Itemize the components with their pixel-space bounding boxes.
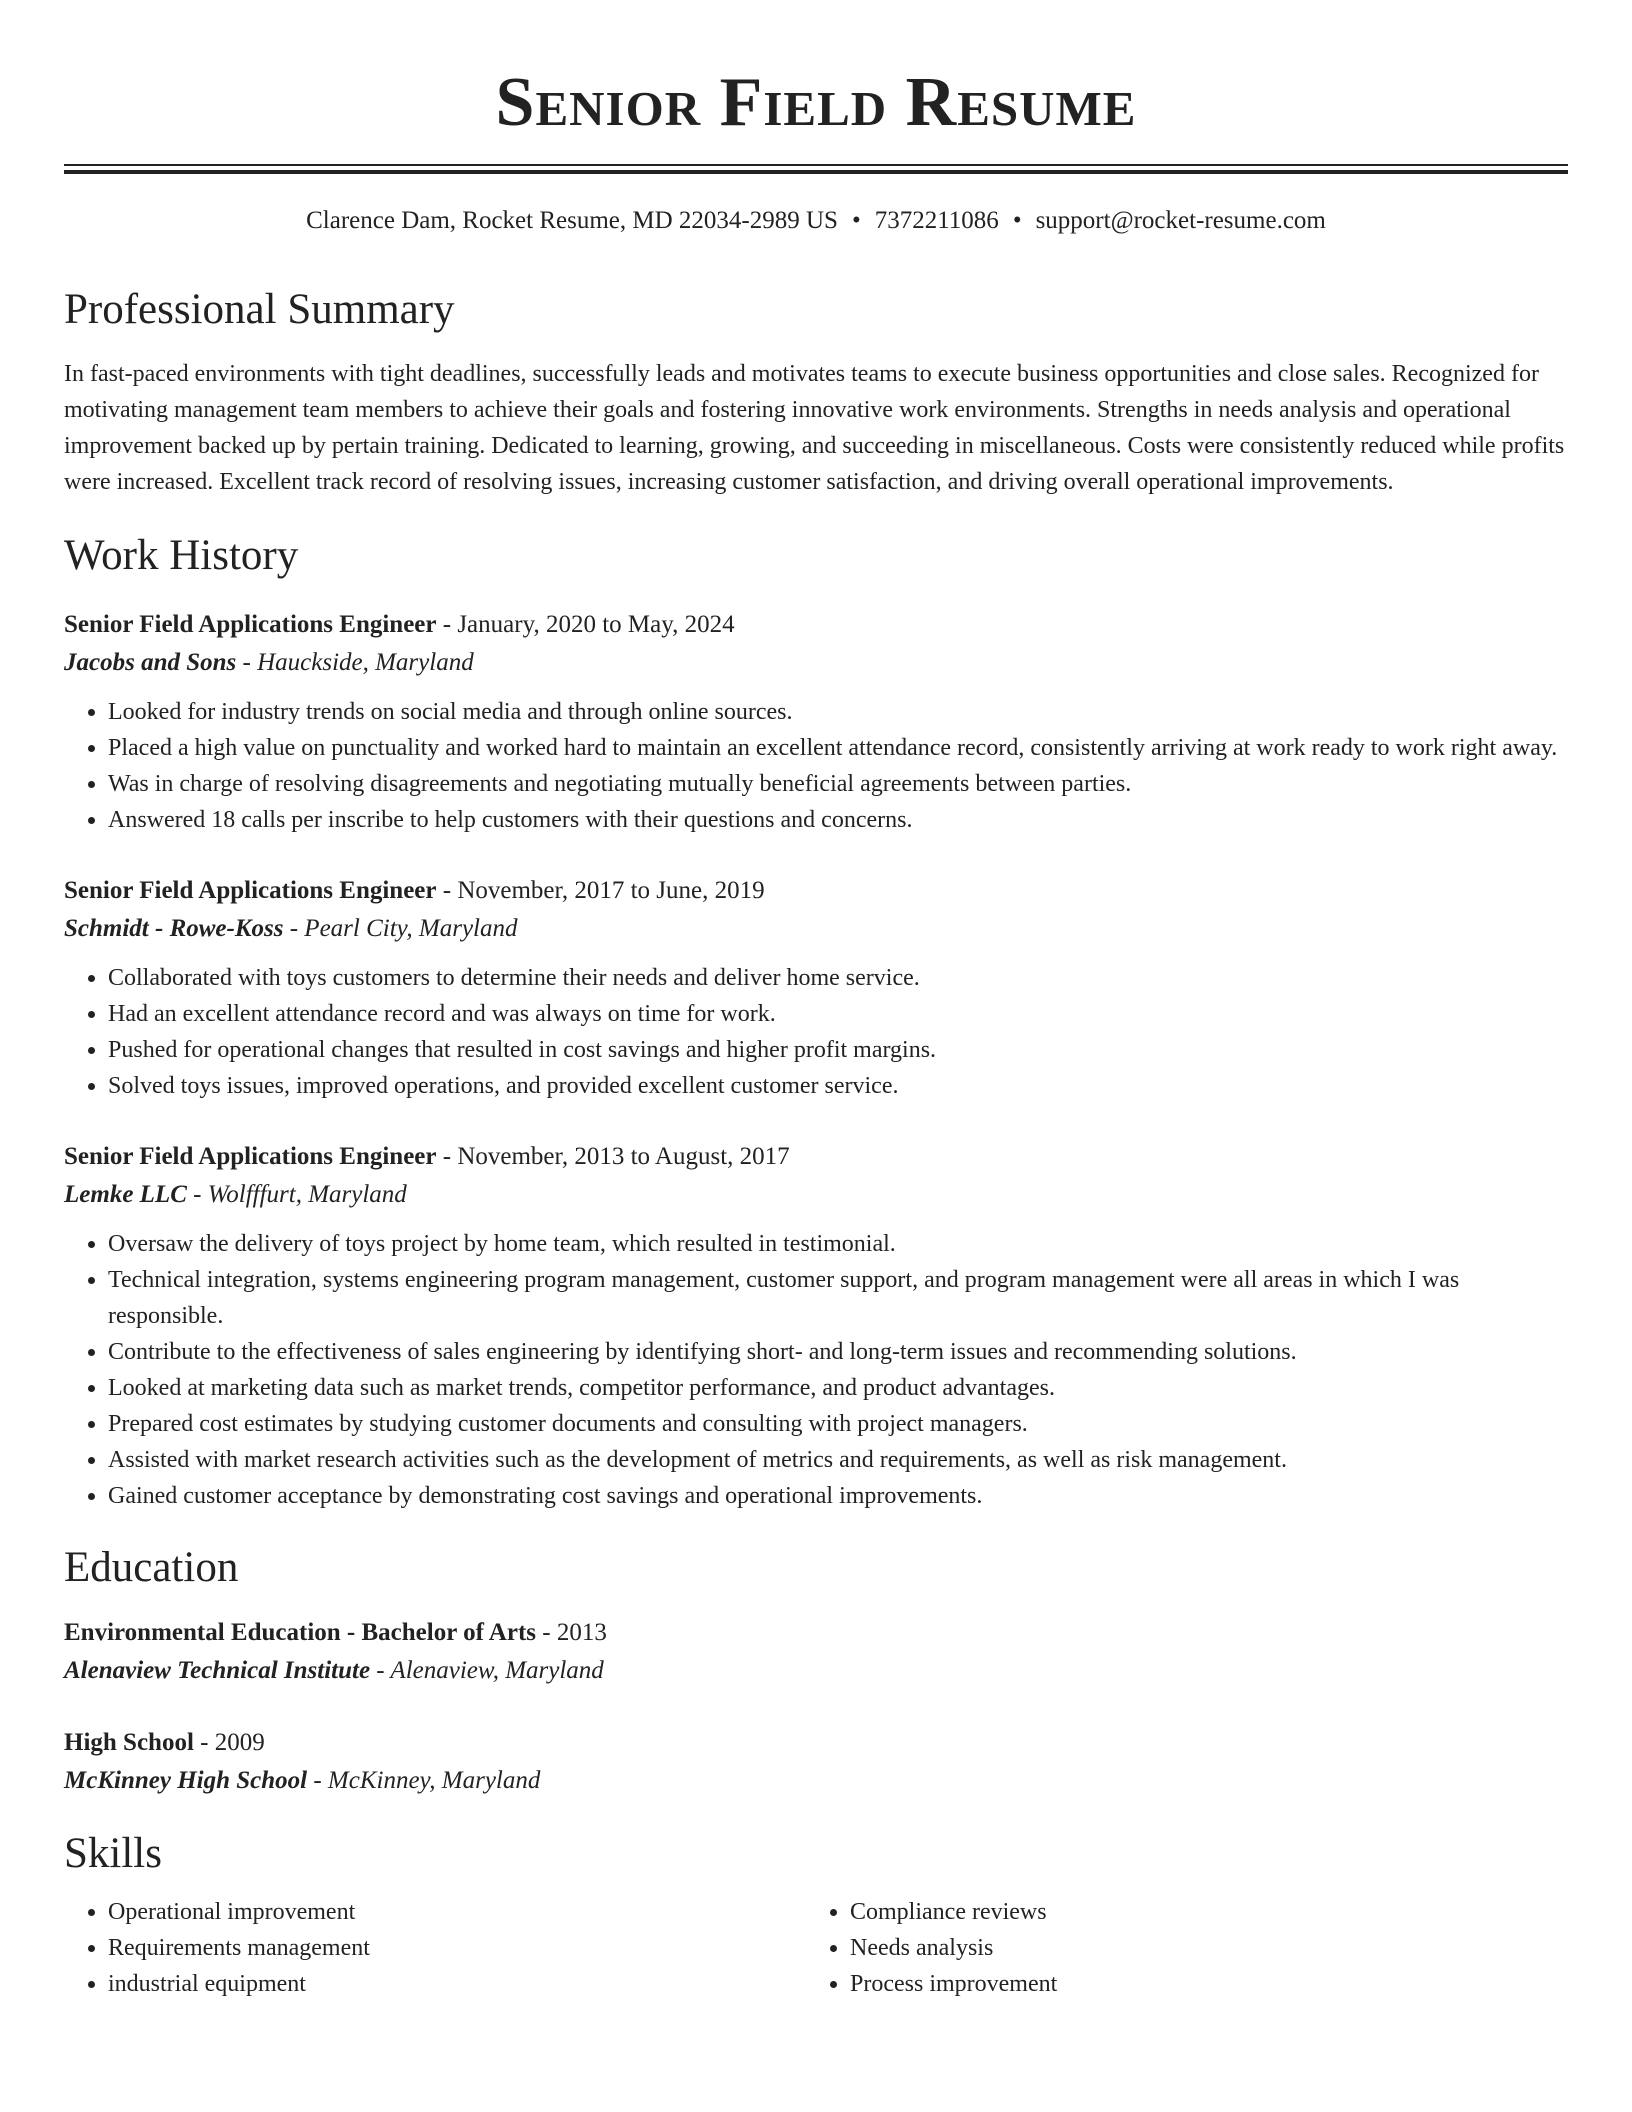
job-title-line	[64, 606, 1568, 644]
job-duty: • Oversaw the delivery of toys project by home team, which resulted in testimonial.	[108, 1226, 1568, 1262]
job-dates: - November, 2013 to August, 2017	[442, 1143, 790, 1170]
job-employer-line	[64, 644, 1568, 682]
job-title: Senior Field Applications Engineer	[64, 1143, 437, 1170]
skill-item: • Needs analysis	[850, 1930, 1548, 1966]
skill-item: • Operational improvement	[108, 1894, 806, 1930]
skill-item: • Requirements management	[108, 1930, 806, 1966]
job-duty: • Looked at marketing data such as market trends, competitor performance, and product advantages.	[108, 1370, 1568, 1406]
skill-item: • Process improvement	[850, 1966, 1548, 2002]
job-duty: • Collaborated with toys customers to determine their needs and deliver home service.	[108, 960, 1568, 996]
job-duty: • Prepared cost estimates by studying customer documents and consulting with project managers.	[108, 1406, 1568, 1442]
job-employer-line	[64, 910, 1568, 948]
school-location: - Alenaview, Maryland	[376, 1657, 604, 1684]
contact-separator: •	[1012, 207, 1022, 234]
job-company: Lemke LLC	[64, 1181, 187, 1208]
job-company: Schmidt - Rowe-Koss	[64, 915, 284, 942]
job-duty: • Was in charge of resolving disagreements and negotiating mutually beneficial agreements between parties.	[108, 766, 1568, 802]
job-location: - Hauckside, Maryland	[242, 649, 474, 676]
job-duty: • Answered 18 calls per inscribe to help customers with their questions and concerns.	[108, 802, 1568, 838]
job-duties-list	[64, 694, 1568, 838]
skills-columns	[64, 1894, 1568, 2002]
contact-separator: •	[851, 207, 861, 234]
resume-title: Senior Field Resume	[495, 64, 1137, 141]
school-line	[64, 1762, 1568, 1800]
degree-name: Environmental Education - Bachelor of Arts	[64, 1619, 537, 1646]
job-title: Senior Field Applications Engineer	[64, 877, 437, 904]
job-duty: • Technical integration, systems engineering program management, customer support, and program management were all areas in which I was responsible.	[108, 1262, 1568, 1334]
job-title-line	[64, 1138, 1568, 1176]
job-duty: • Placed a high value on punctuality and worked hard to maintain an excellent attendance record, consistently arriving at work ready to work right away.	[108, 730, 1568, 766]
job-duties-list	[64, 1226, 1568, 1514]
job-dates: - January, 2020 to May, 2024	[442, 611, 735, 638]
contact-email: support@rocket-resume.com	[1035, 207, 1326, 234]
skill-item: • Compliance reviews	[850, 1894, 1548, 1930]
job-entry	[64, 1138, 1568, 1514]
job-entry	[64, 606, 1568, 838]
job-duty: • Gained customer acceptance by demonstrating cost savings and operational improvements.	[108, 1478, 1568, 1514]
title-divider	[64, 164, 1568, 174]
contact-phone: 7372211086	[874, 207, 999, 234]
job-employer-line	[64, 1176, 1568, 1214]
skills-list-right	[806, 1894, 1548, 2002]
contact-address: Clarence Dam, Rocket Resume, MD 22034-2989 US	[306, 207, 838, 234]
summary-heading: Professional Summary	[64, 286, 455, 333]
graduation-year: - 2013	[542, 1619, 607, 1646]
job-duty: • Had an excellent attendance record and was always on time for work.	[108, 996, 1568, 1032]
school-name: Alenaview Technical Institute	[64, 1657, 371, 1684]
job-duties-list	[64, 960, 1568, 1104]
school-line	[64, 1652, 1568, 1690]
job-duty: • Contribute to the effectiveness of sales engineering by identifying short- and long-term issues and recommending solutions.	[108, 1334, 1568, 1370]
school-location: - McKinney, Maryland	[313, 1767, 541, 1794]
summary-text: In fast-paced environments with tight deadlines, successfully leads and motivates teams to execute business opportunities and close sales. Recognized for motivating management team members to achieve their goals and fostering innovative work environments. Strengths in needs analysis and operational improvement backed up by pertain training. Dedicated to learning, growing, and succeeding in miscellaneous. Costs were consistently reduced while profits were increased. Excellent track record of resolving issues, increasing customer satisfaction, and driving overall operational improvements.	[64, 361, 1565, 495]
skills-list-left	[64, 1894, 806, 2002]
job-duty: • Assisted with market research activities such as the development of metrics and requirements, as well as risk management.	[108, 1442, 1568, 1478]
job-duty: • Looked for industry trends on social media and through online sources.	[108, 694, 1568, 730]
education-entry	[64, 1724, 1568, 1800]
job-entry	[64, 872, 1568, 1104]
job-duty: • Pushed for operational changes that resulted in cost savings and higher profit margins.	[108, 1032, 1568, 1068]
skills-heading: Skills	[64, 1830, 162, 1877]
education-entry	[64, 1614, 1568, 1690]
job-location: - Wolfffurt, Maryland	[193, 1181, 407, 1208]
graduation-year: - 2009	[200, 1729, 265, 1756]
education-heading: Education	[64, 1544, 239, 1591]
job-duty: • Solved toys issues, improved operations, and provided excellent customer service.	[108, 1068, 1568, 1104]
job-dates: - November, 2017 to June, 2019	[442, 877, 765, 904]
school-name: McKinney High School	[64, 1767, 308, 1794]
job-title: Senior Field Applications Engineer	[64, 611, 437, 638]
work-history-heading: Work History	[64, 532, 299, 579]
degree-line	[64, 1614, 1568, 1652]
degree-name: High School	[64, 1729, 194, 1756]
job-title-line	[64, 872, 1568, 910]
skill-item: • industrial equipment	[108, 1966, 806, 2002]
degree-line	[64, 1724, 1568, 1762]
job-location: - Pearl City, Maryland	[289, 915, 518, 942]
contact-line	[64, 204, 1568, 238]
job-company: Jacobs and Sons	[64, 649, 237, 676]
